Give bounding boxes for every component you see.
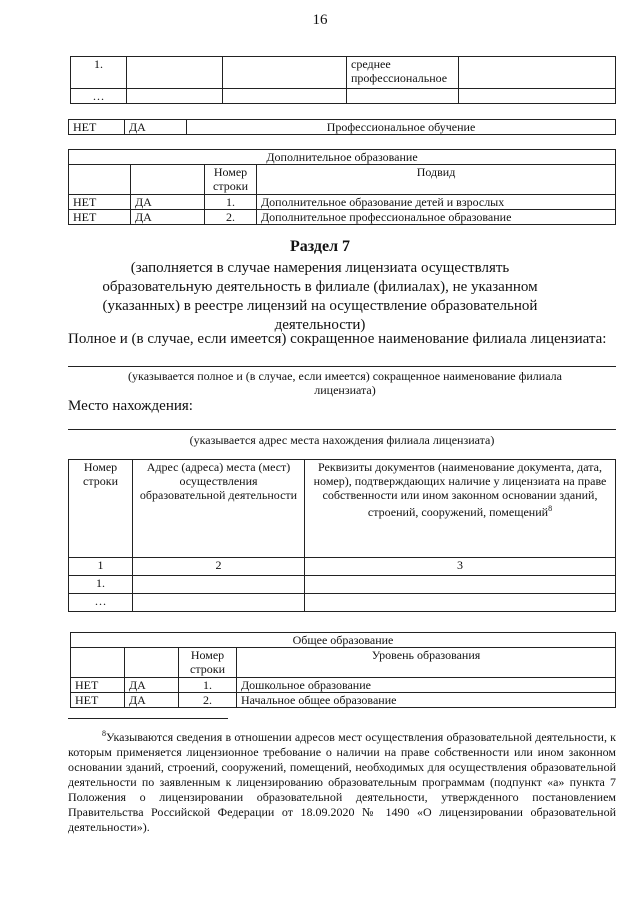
dop-title: Дополнительное образование	[69, 150, 616, 165]
addr-head-docs: Реквизиты документов (наименование документа, дата, номер), подтверждающих наличие у лицензиата на праве собственности или ином законном основании зданий, строений, сооружений, помещений$^8$	[305, 460, 616, 558]
general-head-num: Номер строки	[179, 648, 237, 678]
top-row-ellipsis: …	[71, 89, 127, 104]
table-row: НЕТ ДА 1. Дополнительное образование детей и взрослых	[69, 195, 616, 210]
footnote	[68, 726, 616, 835]
page-number: 16	[312, 12, 328, 28]
table-row: …	[69, 594, 616, 612]
prof-label: Профессиональное обучение	[187, 120, 616, 135]
top-cell	[459, 57, 616, 89]
addr-head-num: Номер строки	[69, 460, 133, 558]
table-row: НЕТ ДА 2. Начальное общее образование	[71, 693, 616, 708]
prof-yes: ДА	[125, 120, 187, 135]
location-label: Место нахождения:	[68, 398, 193, 414]
full-name-hint: (указывается полное и (в случае, если имеется) сокращенное наименование филиала лицензиата)	[128, 369, 562, 397]
top-row-num: 1.	[71, 57, 127, 89]
address-table: Номер строки Адрес (адреса) места (мест) осуществления образовательной деятельности Реквизиты документов (наименование документа, дата, номер), подтверждающих наличие у лицензиата на праве собственности или ином законном основании зданий, строений, сооружений, помещений$^8$ 1 2 3 1. …	[68, 459, 616, 612]
table-row: НЕТ ДА 1. Дошкольное образование	[71, 678, 616, 693]
addr-head-address: Адрес (адреса) места (мест) осуществления образовательной деятельности	[133, 460, 305, 558]
location-hint: (указывается адрес места нахождения филиала лицензиата)	[189, 433, 495, 447]
dop-table	[68, 149, 616, 225]
top-cell	[223, 57, 347, 89]
footnote-text: Указываются сведения в отношении адресов мест осуществления образовательной деятельности, к которым применяется лицензионное требование о наличии на праве собственности или ином законном основании зданий, строений, сооружений, помещений, необходимых для осуществления образовательной деятельности по заявленным к лицензированию образовательным программам (подпункт «а» пункта 7 Положения о лицензировании образовательной деятельности, утвержденного постановлением Правительства Российской Федерации от 18.09.2020 № 1490 «О лицензировании образовательной деятельности»).	[68, 730, 616, 834]
location-line	[68, 429, 616, 430]
prof-no: НЕТ	[69, 120, 125, 135]
full-name-label: Полное и (в случае, если имеется) сокращенное наименование филиала лицензиата:	[68, 331, 607, 347]
table-row: НЕТ ДА 2. Дополнительное профессиональное образование	[69, 210, 616, 225]
footnote-ref: 8	[548, 504, 553, 513]
section-title: Раздел 7	[289, 238, 351, 255]
footnote-separator	[68, 718, 228, 719]
top-level-cell: среднее профессиональное	[347, 57, 459, 89]
general-title: Общее образование	[71, 633, 616, 648]
dop-head-kind: Подвид	[257, 165, 616, 195]
dop-head-num: Номер строки	[205, 165, 257, 195]
top-table	[70, 56, 616, 104]
general-head-level: Уровень образования	[237, 648, 616, 678]
footnote-mark: 8	[102, 729, 106, 738]
top-cell	[127, 57, 223, 89]
prof-training-table	[68, 119, 616, 135]
table-row: 1.	[69, 576, 616, 594]
full-name-line	[68, 366, 616, 367]
section-subtitle: (заполняется в случае намерения лицензиата осуществлять образовательную деятельность в филиале (филиалах), не указанном (указанных) в реестре лицензий на осуществление образовательной деятельности)	[102, 260, 538, 333]
general-table	[70, 632, 616, 708]
